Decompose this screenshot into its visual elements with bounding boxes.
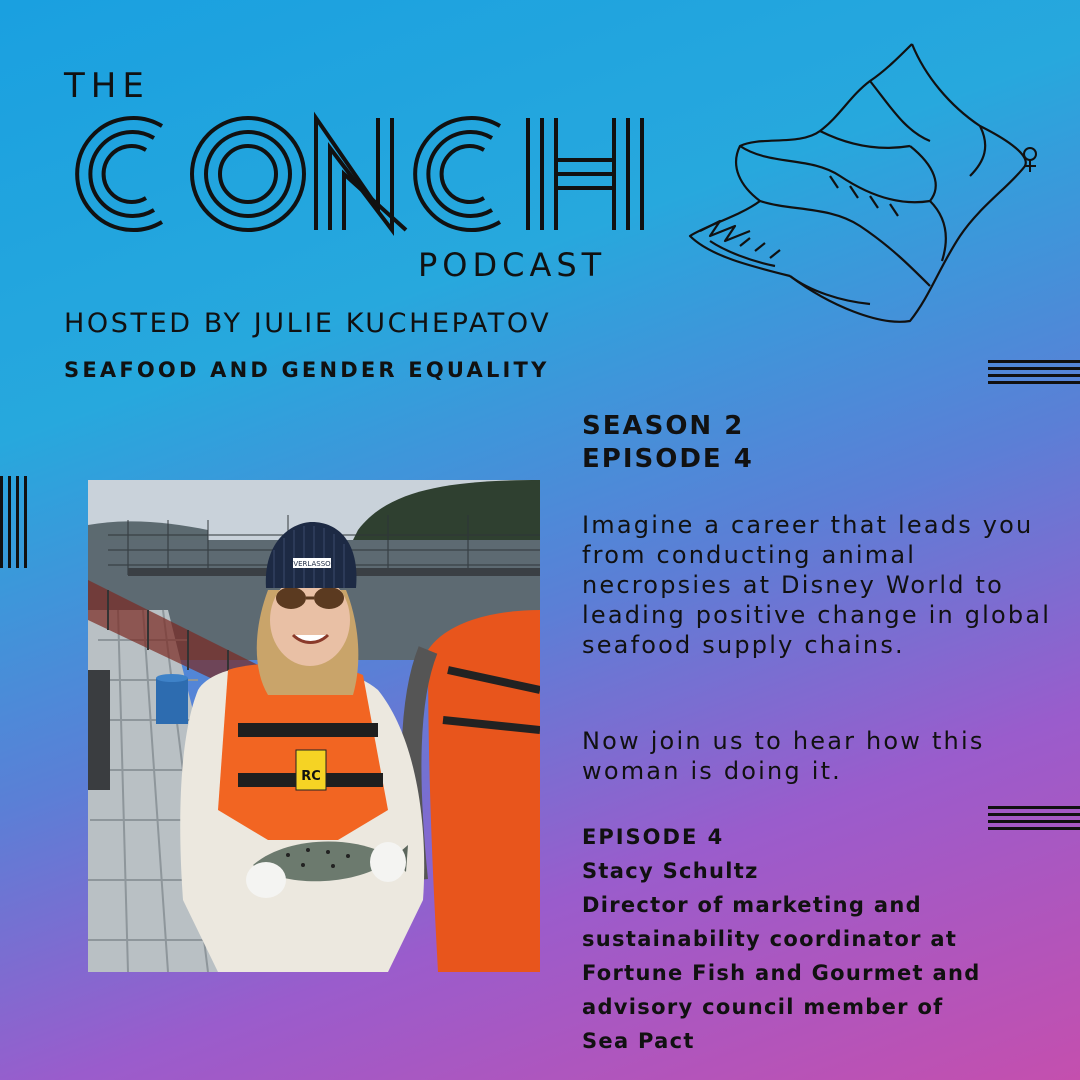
hat-logo: VERLASSO	[293, 560, 331, 568]
podcast-label: PODCAST	[418, 246, 607, 284]
episode-line: EPISODE 4	[582, 444, 754, 474]
guest-name: Stacy Schultz	[582, 859, 759, 883]
vest-tag: RC	[301, 769, 321, 784]
episode-label: EPISODE 4	[582, 825, 725, 849]
host-line: HOSTED BY JULIE KUCHEPATOV	[64, 308, 552, 339]
guest-title-line: Fortune Fish and Gourmet and	[582, 961, 981, 985]
guest-photo	[88, 480, 540, 972]
join-paragraph: Now join us to hear how this woman is doing it.	[582, 727, 985, 785]
conch-logo-title	[58, 108, 648, 240]
tagline: SEAFOOD AND GENDER EQUALITY	[64, 358, 550, 382]
decorative-stripes-right-top	[988, 360, 1080, 384]
guest-credits	[582, 820, 1062, 1058]
decorative-stripes-left	[0, 476, 27, 568]
guest-title-line: sustainability coordinator at	[582, 927, 958, 951]
season-episode-heading	[582, 410, 754, 476]
guest-title-line: Sea Pact	[582, 1029, 695, 1053]
season-line: SEASON 2	[582, 411, 745, 441]
title-the: THE	[64, 66, 150, 106]
intro-paragraph: Imagine a career that leads you from conducting animal necropsies at Disney World to leading positive change in global seafood supply chains.	[582, 511, 1052, 659]
guest-title-line: Director of marketing and	[582, 893, 922, 917]
conch-shell-icon	[680, 36, 1050, 336]
guest-title-line: advisory council member of	[582, 995, 944, 1019]
